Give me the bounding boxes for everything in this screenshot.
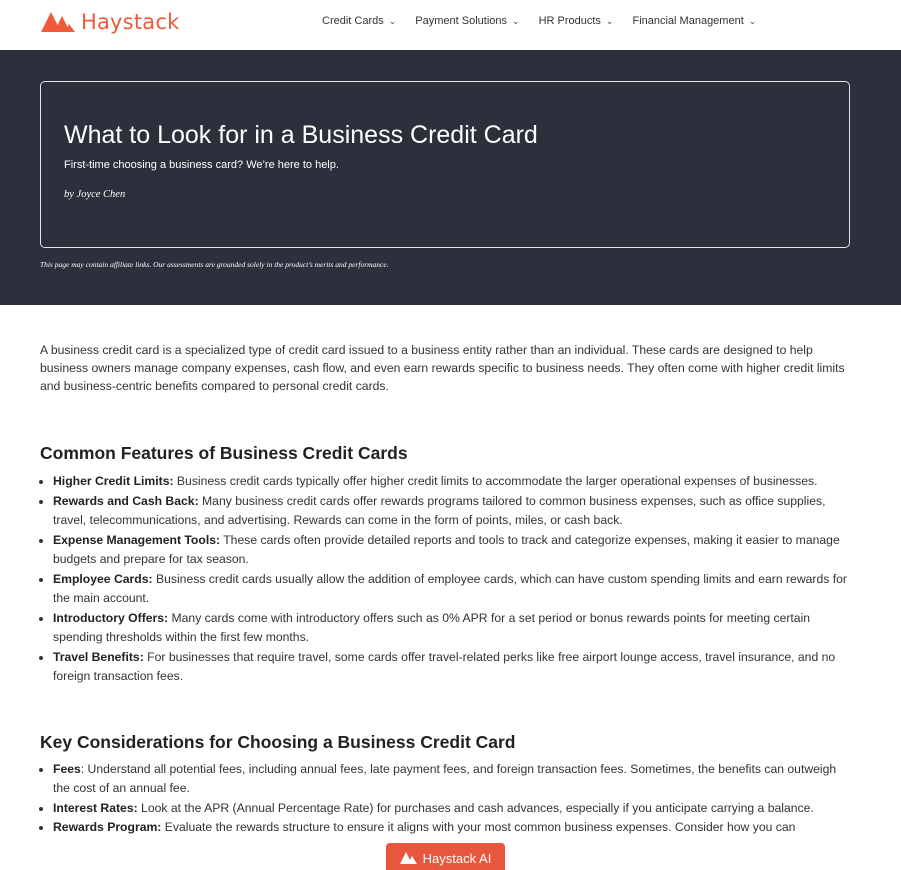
nav-item-hr-products[interactable]: [539, 15, 614, 27]
hero-card: [40, 81, 850, 248]
list-item-term: Introductory Offers:: [53, 610, 169, 625]
list-item-text: Business credit cards usually allow the addition of employee cards, which can have custom spending limits and earn rewards for the main account.: [53, 571, 847, 605]
section-title-considerations: Key Considerations for Choosing a Business Credit Card: [40, 731, 516, 752]
list-item-text: Evaluate the rewards structure to ensure it aligns with your most common business expenses. Consider how you can: [161, 820, 796, 834]
list-item-text: Many business credit cards offer rewards programs tailored to common business expenses, such as office supplies, travel, telecommunications, and advertising. Rewards can come in the form of points, miles, or cash back.: [53, 493, 826, 527]
list-item-term: Rewards and Cash Back:: [53, 493, 199, 508]
list-item-term: Interest Rates:: [53, 800, 138, 815]
list-item: [53, 609, 850, 648]
features-list: [40, 472, 850, 687]
nav-item-payment-solutions[interactable]: [415, 15, 519, 27]
chevron-down-icon: ⌄: [512, 15, 520, 26]
list-item-term: Travel Benefits:: [53, 649, 144, 664]
list-item-term: Higher Credit Limits:: [53, 474, 174, 488]
nav-item-label: HR Products: [538, 15, 601, 27]
haystack-ai-button[interactable]: [386, 843, 505, 870]
list-item-text: Many cards come with introductory offers such as 0% APR for a set period or bonus rewards points for meeting certain spending thresholds within the first few months.: [53, 610, 811, 644]
chevron-down-icon: ⌄: [388, 15, 397, 26]
nav-item-label: Payment Solutions: [415, 15, 508, 27]
list-item: [53, 818, 850, 838]
affiliate-disclaimer: This page may contain affiliate links. Our assessments are grounded solely in the product’s merits and performance.: [40, 260, 389, 269]
hero-banner: [0, 50, 901, 305]
haystack-logo[interactable]: [40, 10, 179, 34]
list-item-text: : Understand all potential fees, including annual fees, late payment fees, and foreign transaction fees. Sometimes, the benefits can outweigh the cost of an annual fee.: [53, 761, 837, 795]
chevron-down-icon: ⌄: [748, 15, 757, 26]
list-item-text: These cards often provide detailed reports and tools to track and categorize expenses, making it easier to manage budgets and prepare for tax season.: [53, 532, 840, 566]
nav-item-label: Credit Cards: [322, 15, 384, 27]
list-item-term: Expense Management Tools:: [53, 532, 221, 547]
nav-item-credit-cards[interactable]: [322, 15, 396, 27]
page-subtitle: First-time choosing a business card? We’re here to help.: [64, 159, 339, 171]
list-item: [53, 472, 850, 492]
section-title-features: Common Features of Business Credit Cards: [40, 443, 408, 463]
considerations-list: [40, 760, 850, 838]
article-body: [40, 341, 850, 838]
nav-item-label: Financial Management: [632, 15, 744, 27]
haystack-logo-icon: [400, 852, 418, 864]
haystack-logo-icon: [40, 11, 76, 33]
list-item-text: Look at the APR (Annual Percentage Rate) for purchases and cash advances, especially if you anticipate carrying a balance.: [137, 800, 814, 815]
list-item-term: Employee Cards:: [53, 571, 153, 586]
main-menu: [322, 15, 775, 27]
list-item: [53, 531, 850, 570]
ai-button-label: Haystack AI: [422, 850, 492, 866]
top-navigation-bar: [0, 0, 901, 50]
list-item-term: Rewards Program:: [53, 820, 162, 834]
list-item-text: For businesses that require travel, some cards offer travel-related perks like free airport lounge access, travel insurance, and no foreign transaction fees.: [53, 649, 836, 683]
list-item-term: Fees: [53, 761, 81, 776]
list-item: [53, 760, 850, 799]
intro-paragraph: A business credit card is a specialized type of credit card issued to a business entity rather than an individual. These cards are designed to help business owners manage company expenses, cash flow, and even earn rewards specific to business needs. They often come with higher credit limits and business-centric benefits compared to personal credit cards.: [40, 343, 845, 393]
list-item-text: Business credit cards typically offer higher credit limits to accommodate the larger operational expenses of businesses.: [173, 474, 818, 488]
author-byline: by Joyce Chen: [64, 189, 126, 200]
list-item: [53, 799, 850, 819]
page-title: What to Look for in a Business Credit Card: [64, 121, 538, 149]
list-item: [53, 648, 850, 687]
chevron-down-icon: ⌄: [605, 15, 614, 26]
nav-item-financial-management[interactable]: [632, 15, 756, 27]
list-item: [53, 492, 850, 531]
brand-name: Haystack: [81, 10, 180, 34]
list-item: [53, 570, 850, 609]
